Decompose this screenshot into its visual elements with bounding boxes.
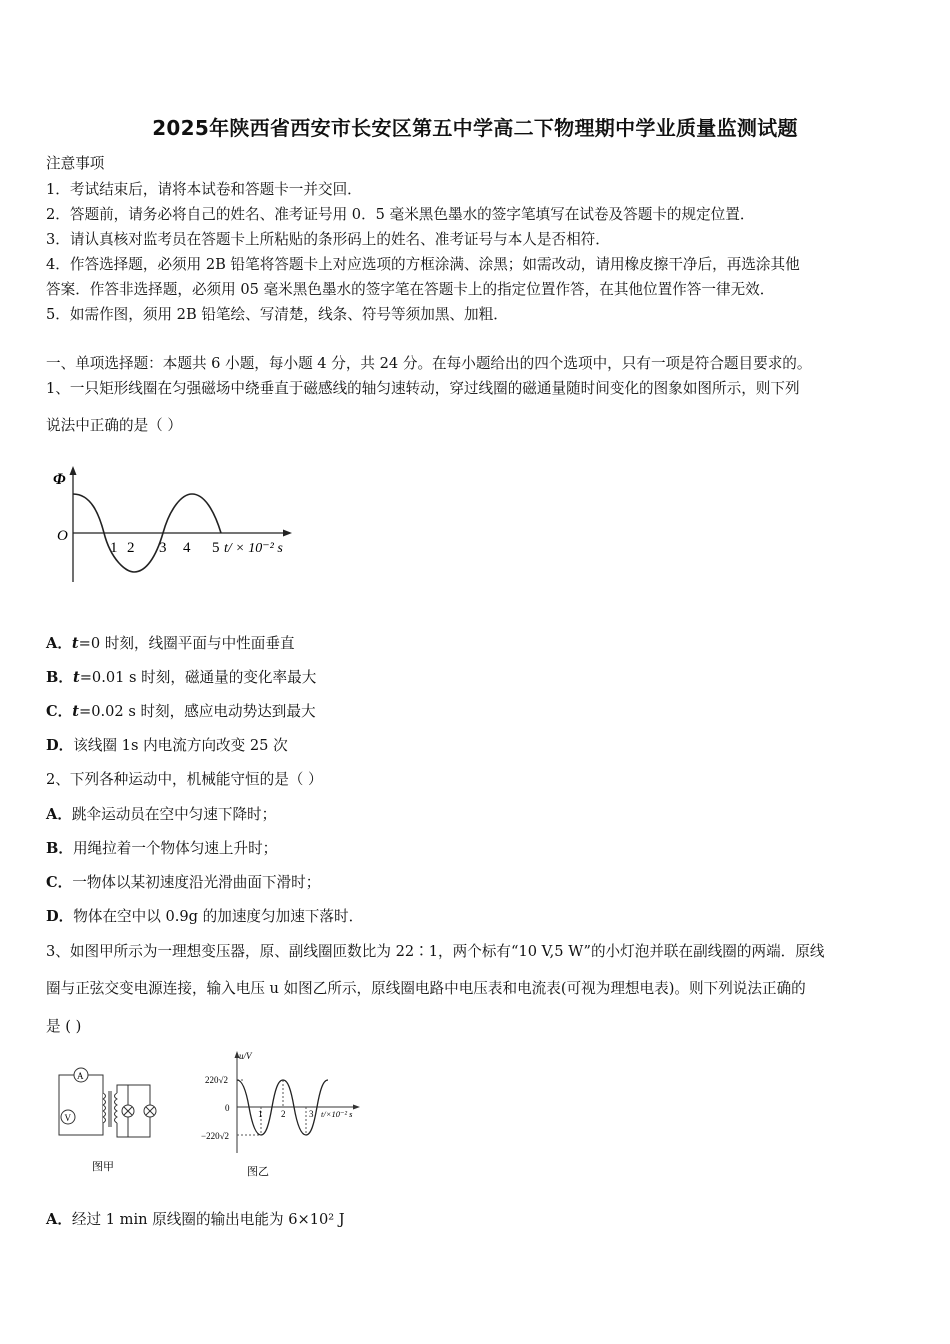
voltage-time-graph: [195, 1048, 370, 1180]
tick-label: 3: [159, 540, 167, 556]
tick-label: 1: [258, 1109, 263, 1119]
fig-b-caption: 图乙: [247, 1166, 269, 1178]
notice-item: 答案．作答非选择题，必须用 05 毫米黑色墨水的签字笔在答题卡上的指定位置作答，在其他位置作答一律无效．: [46, 281, 775, 298]
primary-coil: [103, 1093, 106, 1123]
section-heading: 一、单项选择题：本题共 6 小题，每小题 4 分，共 24 分。在每小题给出的四个选项中，只有一项是符合题目要求的。: [46, 355, 812, 372]
secondary-coil: [115, 1093, 118, 1123]
q3-stem-line3: 是 ( ): [46, 1018, 82, 1035]
voltmeter-label: V: [64, 1113, 71, 1123]
x-axis-label: t/ × 10⁻² s: [224, 541, 283, 556]
q2-option-c: C．一物体以某初速度沿光滑曲面下滑时；: [46, 874, 321, 891]
q2-option-b: B．用绳拉着一个物体匀速上升时；: [46, 840, 278, 857]
notice-heading: 注意事项: [46, 155, 105, 172]
q2-option-a: A．跳伞运动员在空中匀速下降时；: [46, 806, 277, 823]
page-title: 2025年陕西省西安市长安区第五中学高二下物理期中学业质量监测试题: [152, 116, 798, 140]
q1-stem-line2: 说法中正确的是（ ）: [46, 417, 182, 434]
fig-a-caption: 图甲: [92, 1161, 114, 1173]
tick-label: 2: [127, 540, 135, 556]
x-axis-arrow: [353, 1105, 360, 1110]
transformer-circuit: [50, 1053, 170, 1178]
y-axis-label: Φ: [53, 471, 66, 488]
notice-item: 1．考试结束后，请将本试卷和答题卡一并交回．: [46, 181, 362, 198]
x-axis-label: t/×10⁻² s: [321, 1109, 353, 1119]
q3-stem-line1: 3、如图甲所示为一理想变压器，原、副线圈匝数比为 22∶1，两个标有“10 V,5 W”的小灯泡并联在副线圈的两端．原线: [46, 943, 825, 960]
q3-stem-line2: 圈与正弦交变电源连接，输入电压 u 如图乙所示，原线圈电路中电压表和电流表(可视为理想电表)。则下列说法正确的: [46, 980, 806, 997]
tick-label: 1: [110, 540, 118, 556]
q3-option-a: A．经过 1 min 原线圈的输出电能为 6×10² J: [46, 1211, 345, 1228]
ymin-label: −220√2: [201, 1131, 230, 1141]
notice-item: 3．请认真核对监考员在答题卡上所粘贴的条形码上的姓名、准考证号与本人是否相符．: [46, 231, 610, 248]
notice-item: 4．作答选择题，必须用 2B 铅笔将答题卡上对应选项的方框涂满、涂黑；如需改动，请用橡皮擦干净后，再选涂其他: [46, 256, 800, 273]
flux-time-graph: [46, 462, 316, 587]
y-axis-label: u/V: [239, 1051, 252, 1061]
primary-loop: [59, 1075, 103, 1135]
origin-label: 0: [225, 1103, 230, 1113]
ymax-label: 220√2: [205, 1075, 228, 1085]
x-axis-arrow: [283, 530, 292, 537]
q1-stem-line1: 1、一只矩形线圈在匀强磁场中绕垂直于磁感线的轴匀速转动，穿过线圈的磁通量随时间变化的图象如图所示，则下列: [46, 380, 800, 397]
notice-item: 5．如需作图，须用 2B 铅笔绘、写清楚，线条、符号等须加黑、加粗．: [46, 306, 508, 323]
q2-option-d: D．物体在空中以 0.9g 的加速度匀加速下落时．: [46, 908, 364, 925]
ammeter-label: A: [77, 1071, 84, 1081]
origin-label: O: [57, 528, 68, 544]
tick-label: 4: [183, 540, 191, 556]
q1-option-d: D．该线圈 1s 内电流方向改变 25 次: [46, 737, 288, 754]
tick-label: 5: [212, 540, 220, 556]
q1-option-b: B．t=0.01 s 时刻，磁通量的变化率最大: [46, 669, 317, 686]
q1-option-c: C．t=0.02 s 时刻，感应电动势达到最大: [46, 703, 316, 720]
tick-label: 2: [281, 1109, 286, 1119]
y-axis-arrow: [70, 466, 77, 475]
tick-label: 3: [309, 1109, 314, 1119]
q1-option-a: A．t=0 时刻，线圈平面与中性面垂直: [46, 635, 295, 652]
notice-item: 2．答题前，请务必将自己的姓名、准考证号用 0．5 毫米黑色墨水的签字笔填写在试卷及答题卡的规定位置．: [46, 206, 755, 223]
q2-stem: 2、下列各种运动中，机械能守恒的是（ ）: [46, 771, 323, 788]
